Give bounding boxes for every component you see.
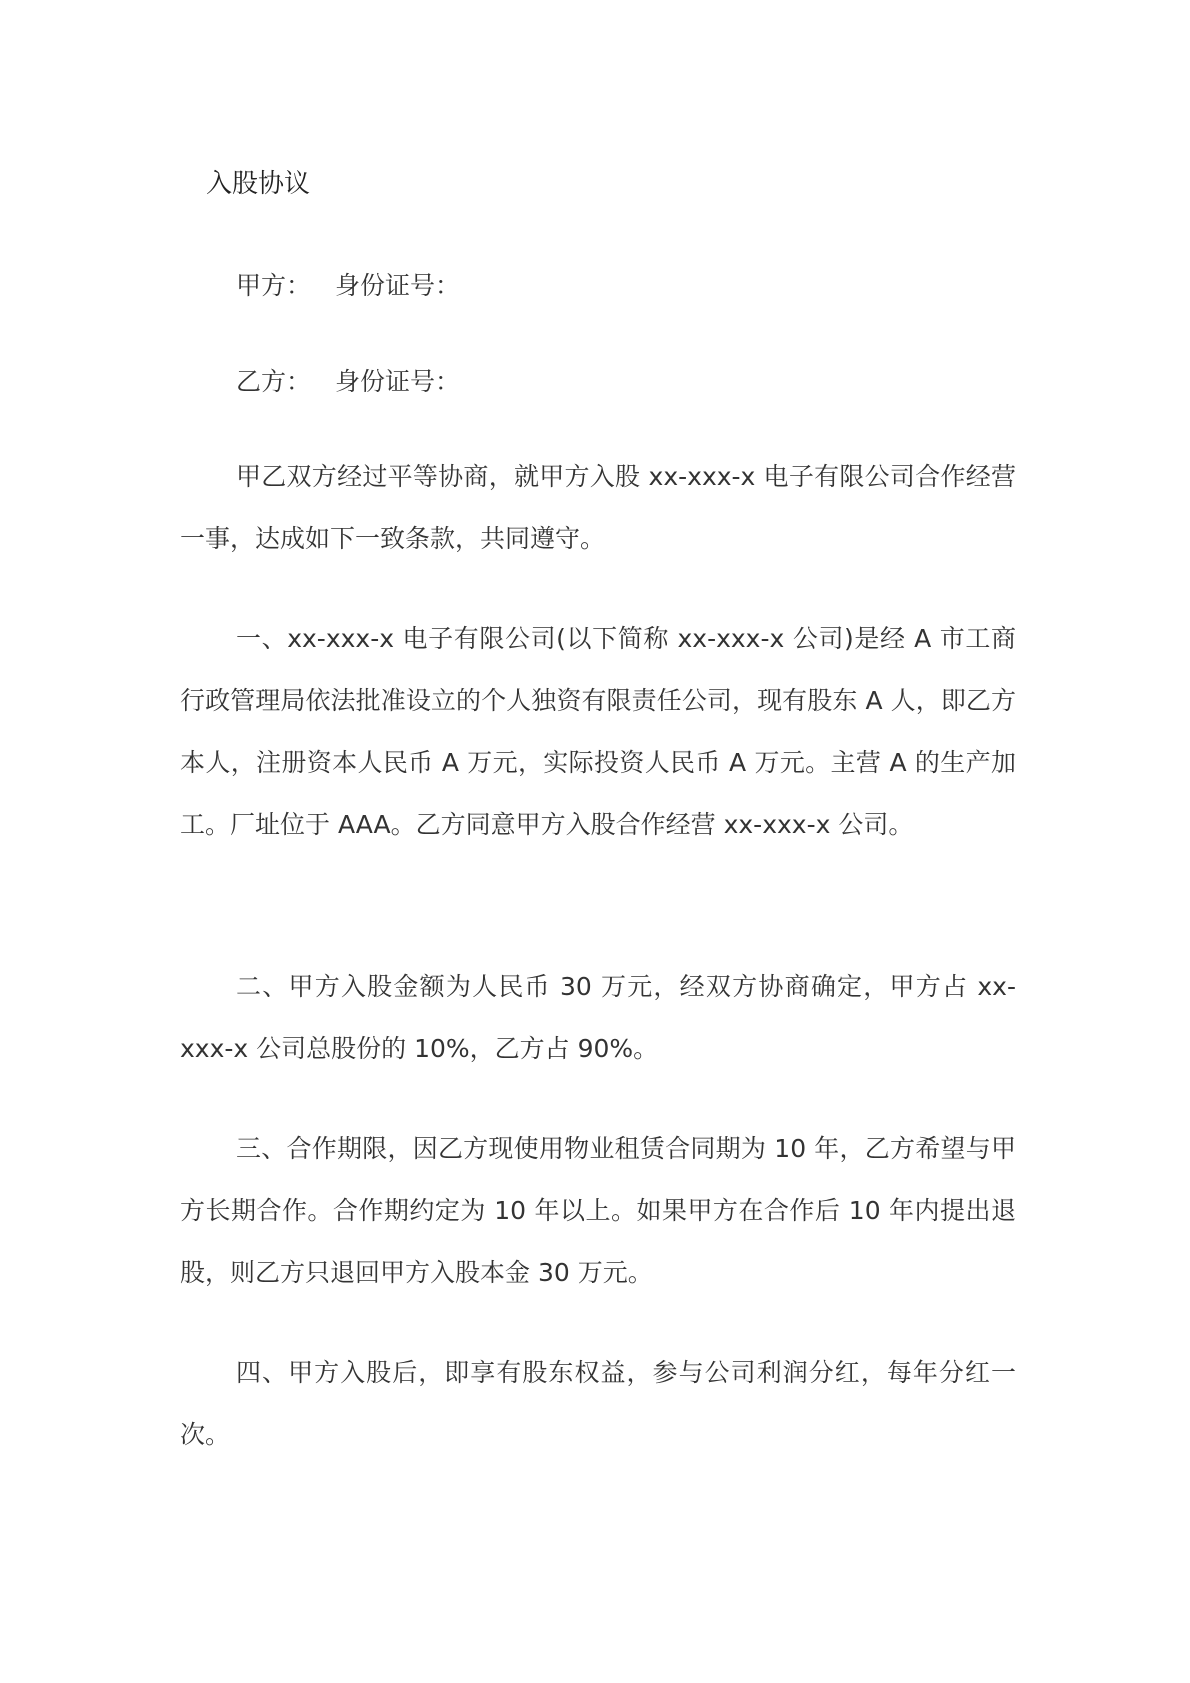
paragraph-intro: 甲乙双方经过平等协商，就甲方入股 xx-xxx-x 电子有限公司合作经营一事，达成如下一致条款，共同遵守。 xyxy=(180,462,1016,553)
paragraph-clause-4: 四、甲方入股后，即享有股东权益，参与公司利润分红，每年分红一次。 xyxy=(180,1358,1016,1449)
party-a-label: 甲方： xyxy=(236,271,312,300)
party-b-id-label: 身份证号： xyxy=(335,367,461,396)
party-b-label: 乙方： xyxy=(236,367,312,396)
paragraph-clause-1: 一、xx-xxx-x 电子有限公司(以下简称 xx-xxx-x 公司)是经 A 市工商行政管理局依法批准设立的个人独资有限责任公司，现有股东 A 人，即乙方本人，注册资本人民币 A 万元，实际投资人民币 A 万元。主营 A 的生产加工。厂址位于 AAA。乙方同意甲方入股合作经营 xx-xxx-x 公司。 xyxy=(180,624,1016,839)
document-title: 入股协议 xyxy=(206,169,311,199)
party-a-line xyxy=(236,268,460,304)
party-a-id-label: 身份证号： xyxy=(335,271,461,300)
paragraph-clause-3: 三、合作期限，因乙方现使用物业租赁合同期为 10 年，乙方希望与甲方长期合作。合作期约定为 10 年以上。如果甲方在合作后 10 年内提出退股，则乙方只退回甲方入股本金 30 万元。 xyxy=(180,1134,1016,1287)
party-b-line xyxy=(236,364,460,400)
paragraph-clause-2: 二、甲方入股金额为人民币 30 万元，经双方协商确定，甲方占 xx-xxx-x 公司总股份的 10%，乙方占 90%。 xyxy=(180,972,1016,1063)
